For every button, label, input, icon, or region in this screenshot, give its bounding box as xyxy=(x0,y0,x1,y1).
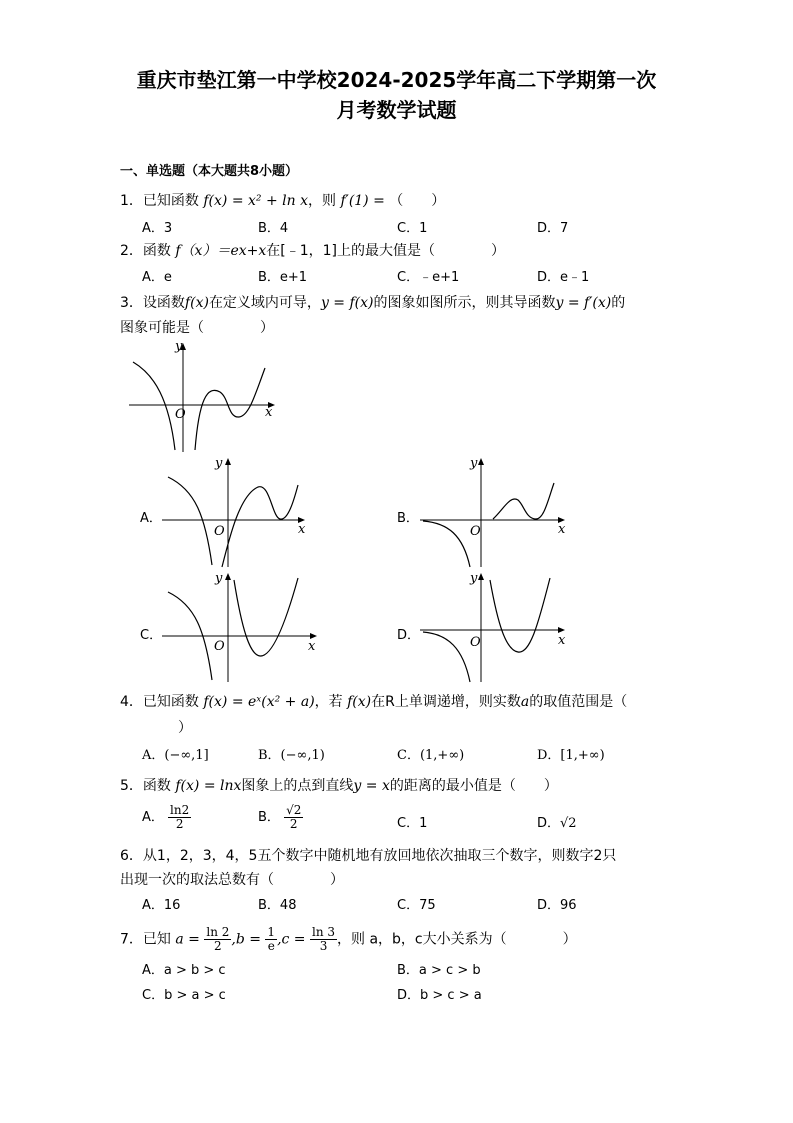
q6-option-d[interactable]: D．96 xyxy=(537,898,577,913)
q3-main-graph xyxy=(125,340,285,455)
q1-option-d[interactable]: D．7 xyxy=(537,221,569,236)
q5-d-value: √2 xyxy=(560,816,577,831)
q3-expr2: y = f(x) xyxy=(320,295,374,311)
q5-a-label: A． xyxy=(142,810,164,825)
q7-c-lhs: ,c = xyxy=(277,931,306,948)
q1-option-a[interactable]: A．3 xyxy=(142,221,173,236)
q4-text: 已知函数 xyxy=(142,694,199,710)
q7-a-lhs: a = xyxy=(175,931,200,948)
q5-a-num: ln2 xyxy=(170,803,190,817)
exam-title-line2: 月考数学试题 xyxy=(336,98,457,122)
q3-label-b[interactable]: B． xyxy=(397,511,419,526)
curve-left-branch xyxy=(133,362,175,450)
q7-b-lhs: ,b = xyxy=(231,931,261,948)
q2-expression: f（x）＝ex+x xyxy=(175,243,267,259)
q7-a-den: 2 xyxy=(214,939,222,953)
q1-mid: ，则 xyxy=(308,193,336,209)
q7-option-c[interactable]: C．b > a > c xyxy=(142,988,226,1003)
a-origin: O xyxy=(214,524,225,539)
q3-text-c: 的图象如图所示，则其导函数 xyxy=(373,295,556,311)
q1-ask: f′(1) = xyxy=(340,193,385,209)
q5-option-d[interactable] xyxy=(537,815,577,833)
q5-a-fraction xyxy=(168,804,191,831)
q5-option-b[interactable] xyxy=(258,804,303,831)
q1-number: 1． xyxy=(120,193,143,209)
q4-expr2: f(x) xyxy=(347,694,372,710)
q3-text-d: 的 xyxy=(611,295,626,311)
c-axis-x: x xyxy=(308,639,316,654)
q1-expression: f(x) = x² + ln x xyxy=(203,193,308,209)
q7-b-den: e xyxy=(267,939,275,953)
q4-option-a[interactable]: A．(−∞,1] xyxy=(142,748,209,763)
q5-line: y = x xyxy=(353,778,390,794)
q5-option-c[interactable]: C．1 xyxy=(397,816,428,831)
q3-text-b: 在定义域内可导， xyxy=(208,295,321,311)
axis-y-label: y xyxy=(175,339,183,354)
d-axis-y: y xyxy=(470,571,478,586)
q7-b-fraction xyxy=(265,926,277,953)
exam-title-line1: 重庆市垫江第一中学校2024-2025学年高二下学期第一次 xyxy=(136,68,657,92)
q2-option-b[interactable]: B．e+1 xyxy=(258,270,308,285)
q3-text-a: 3．设函数 xyxy=(120,295,185,311)
q3-option-d-graph[interactable] xyxy=(418,570,573,685)
question-1 xyxy=(120,191,445,211)
q1-text: 已知函数 xyxy=(142,193,199,209)
c-axis-y: y xyxy=(215,571,223,586)
q5-a-den: 2 xyxy=(175,817,184,831)
q5-b-fraction xyxy=(284,804,303,831)
q7-option-d[interactable]: D．b > c > a xyxy=(397,988,482,1003)
q5-b-num: √2 xyxy=(286,803,302,817)
section-heading: 一、单选题（本大题共8小题） xyxy=(120,164,299,179)
q5-text: 函数 xyxy=(142,778,171,794)
q5-b-den: 2 xyxy=(289,817,298,831)
d-origin: O xyxy=(470,635,481,650)
q5-d-label: D． xyxy=(537,816,561,831)
q4-option-d[interactable]: D．[1,+∞) xyxy=(537,748,605,763)
q3-label-d[interactable]: D． xyxy=(397,628,421,643)
d-axis-x: x xyxy=(558,633,566,648)
q7-a-num: ln 2 xyxy=(206,925,230,939)
origin-label: O xyxy=(175,407,186,422)
q5-mid: 图象上的点到直线 xyxy=(241,778,354,794)
question-6-line2: 出现一次的取法总数有（ ） xyxy=(120,872,344,888)
axis-x-label: x xyxy=(265,405,273,420)
q6-option-b[interactable]: B．48 xyxy=(258,898,297,913)
q3-expr1: f(x) xyxy=(184,295,209,311)
q3-expr3: y = f′(x) xyxy=(555,295,612,311)
q7-a-fraction xyxy=(204,926,231,953)
question-4-line1 xyxy=(120,692,627,712)
q3-label-a[interactable]: A． xyxy=(140,511,162,526)
q3-option-a-graph[interactable] xyxy=(160,455,315,570)
q5-b-label: B． xyxy=(258,810,280,825)
q7-tail: ，则 a，b，c大小关系为（ ） xyxy=(337,931,577,948)
q4-expression: f(x) = eˣ(x² + a) xyxy=(203,694,315,710)
q2-option-d[interactable]: D．e﹣1 xyxy=(537,270,590,285)
question-3-line2: 图象可能是（ ） xyxy=(120,320,274,336)
q2-number: 2． xyxy=(120,243,143,259)
c-origin: O xyxy=(214,639,225,654)
q2-option-c[interactable]: C．﹣e+1 xyxy=(397,270,460,285)
q4-mid: ，若 xyxy=(314,694,343,710)
q1-blank: （ ） xyxy=(389,193,446,209)
a-axis-x: x xyxy=(298,522,306,537)
b-axis-y: y xyxy=(470,456,478,471)
q2-tail: 在[﹣1，1]上的最大值是（ ） xyxy=(266,243,506,259)
q3-option-b-graph[interactable] xyxy=(418,455,573,570)
q7-option-a[interactable]: A．a > b > c xyxy=(142,963,226,978)
q5-tail: 的距离的最小值是（ ） xyxy=(389,778,558,794)
q5-number: 5． xyxy=(120,778,143,794)
b-origin: O xyxy=(470,524,481,539)
b-axis-x: x xyxy=(558,522,566,537)
q7-c-num: ln 3 xyxy=(312,925,336,939)
question-7 xyxy=(120,926,577,953)
q4-tail2: 的取值范围是（ xyxy=(529,694,628,710)
q6-option-c[interactable]: C．75 xyxy=(397,898,436,913)
q4-option-c[interactable]: C．(1,+∞) xyxy=(397,748,465,763)
question-3-line1 xyxy=(120,293,625,313)
q4-var: a xyxy=(520,694,530,710)
q5-option-a[interactable] xyxy=(142,804,191,831)
q7-b-num: 1 xyxy=(267,925,276,939)
a-axis-y: y xyxy=(215,456,223,471)
question-4-line2: ） xyxy=(178,720,192,736)
q7-c-den: 3 xyxy=(319,939,328,953)
q1-option-b[interactable]: B．4 xyxy=(258,221,289,236)
q5-expression: f(x) = lnx xyxy=(175,778,242,794)
q6-option-a[interactable]: A．16 xyxy=(142,898,181,913)
q4-tail: 在R上单调递增，则实数 xyxy=(371,694,521,710)
q7-text: 已知 xyxy=(142,931,171,948)
question-5 xyxy=(120,776,558,796)
q7-option-b[interactable]: B．a > c > b xyxy=(397,963,481,978)
q3-option-c-graph[interactable] xyxy=(160,570,325,685)
q2-option-a[interactable]: A．e xyxy=(142,270,172,285)
q1-option-c[interactable]: C．1 xyxy=(397,221,428,236)
q4-number: 4． xyxy=(120,694,143,710)
q7-c-fraction xyxy=(310,926,337,953)
q3-label-c[interactable]: C． xyxy=(140,628,163,643)
q2-text: 函数 xyxy=(142,243,171,259)
question-6-line1: 6．从1，2，3，4，5五个数字中随机地有放回地依次抽取三个数字，则数字2只 xyxy=(120,848,617,864)
q7-number: 7． xyxy=(120,931,143,948)
q4-option-b[interactable]: B．(−∞,1) xyxy=(258,748,325,763)
question-2 xyxy=(120,241,505,261)
curve-right-branch xyxy=(195,368,265,450)
